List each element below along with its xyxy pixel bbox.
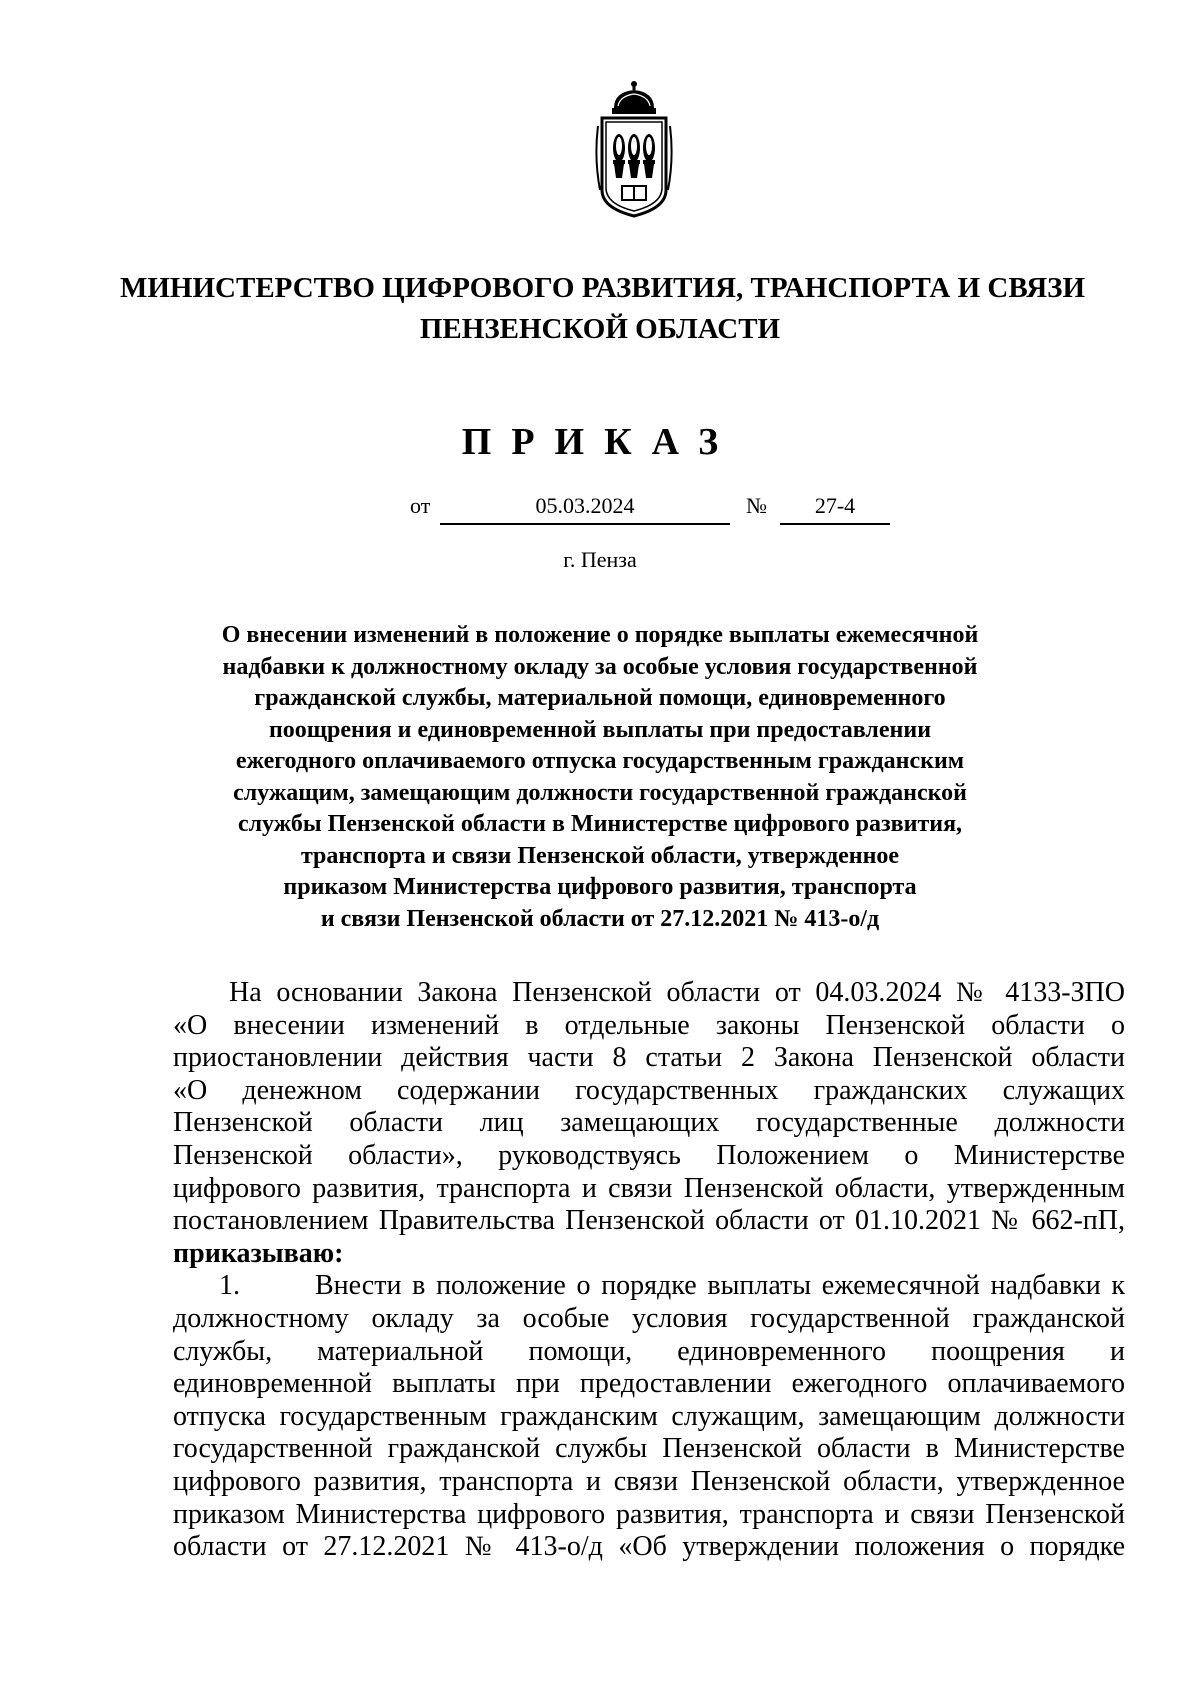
subject-line: гражданской службы, материальной помощи, единовременного xyxy=(254,685,946,711)
item-line: государственной гражданской службы Пензенской области в Министерстве xyxy=(173,1433,1125,1465)
date-number-row xyxy=(410,493,890,533)
subject-line: ежегодного оплачиваемого отпуска государственным гражданским xyxy=(235,748,965,774)
document-body xyxy=(173,977,1125,1564)
order-number: 27-4 xyxy=(780,493,890,525)
item-line: цифрового развития, транспорта и связи Пензенской области, утвержденное xyxy=(173,1465,1125,1497)
city: г. Пенза xyxy=(563,547,637,572)
preamble-line: Пензенской области», руководствуясь Положением о Министерстве xyxy=(173,1139,1125,1171)
subject-line: О внесении изменений в положение о порядке выплаты ежемесячной xyxy=(221,622,979,648)
item-line: приказом Министерства цифрового развития, транспорта и связи Пензенской xyxy=(173,1498,1125,1530)
item-line: единовременной выплаты при предоставлении ежегодного оплачиваемого xyxy=(173,1368,1125,1400)
item-line: должностному окладу за особые условия государственной гражданской xyxy=(173,1302,1125,1334)
ministry-name xyxy=(120,268,1086,350)
date-label: от xyxy=(410,493,431,518)
preamble-line: постановлением Правительства Пензенской области от 01.10.2021 № 662-пП, xyxy=(173,1205,1125,1237)
order-subject xyxy=(120,620,1080,935)
subject-line: служащим, замещающим должности государственной гражданской xyxy=(233,779,967,806)
item-number: 1. xyxy=(219,1270,240,1302)
coat-of-arms-icon xyxy=(592,78,676,220)
preamble-line: «О денежном содержании государственных гражданских служащих xyxy=(173,1074,1125,1106)
subject-line: и связи Пензенской области от 27.12.2021 № 413-о/д xyxy=(320,905,880,932)
order-date: 05.03.2024 xyxy=(440,493,730,525)
preamble-line: Пензенской области лиц замещающих государственные должности xyxy=(173,1107,1125,1139)
subject-line: службы Пензенской области в Министерстве цифрового развития, xyxy=(237,811,963,837)
item-first-line xyxy=(173,1270,1125,1303)
preamble-line: цифрового развития, транспорта и связи Пензенской области, утвержденным xyxy=(173,1172,1125,1204)
subject-line: приказом Министерства цифрового развития, транспорта xyxy=(283,874,917,900)
ministry-line: ПЕНЗЕНСКОЙ ОБЛАСТИ xyxy=(419,313,781,345)
item-line: службы, материальной помощи, единовременного поощрения и xyxy=(173,1335,1125,1367)
item-line: отпуска государственным гражданским служащим, замещающим должности xyxy=(173,1400,1125,1432)
item-line: области от 27.12.2021 № 413-о/д «Об утверждении положения о порядке xyxy=(173,1531,1125,1563)
subject-line: транспорта и связи Пензенской области, утвержденное xyxy=(300,842,900,869)
preamble-line: На основании Закона Пензенской области от 04.03.2024 № 4133-ЗПО xyxy=(229,977,1125,1008)
preamble-line: «О внесении изменений в отдельные законы Пензенской области о xyxy=(173,1009,1125,1041)
document-type-title: ПРИКАЗ xyxy=(461,421,739,463)
ministry-line: МИНИСТЕРСТВО ЦИФРОВОГО РАЗВИТИЯ, ТРАНСПОРТА И СВЯЗИ xyxy=(120,272,1086,304)
preamble-line: приостановлении действия части 8 статьи 2 Закона Пензенской области xyxy=(173,1042,1125,1074)
subject-line: поощрения и единовременной выплаты при предоставлении xyxy=(268,716,932,743)
number-label: № xyxy=(746,493,767,518)
subject-line: надбавки к должностному окладу за особые условия государственной xyxy=(222,653,978,680)
item-text: Внести в положение о порядке выплаты ежемесячной надбавки к xyxy=(315,1270,1125,1302)
order-word: приказываю: xyxy=(173,1237,344,1269)
